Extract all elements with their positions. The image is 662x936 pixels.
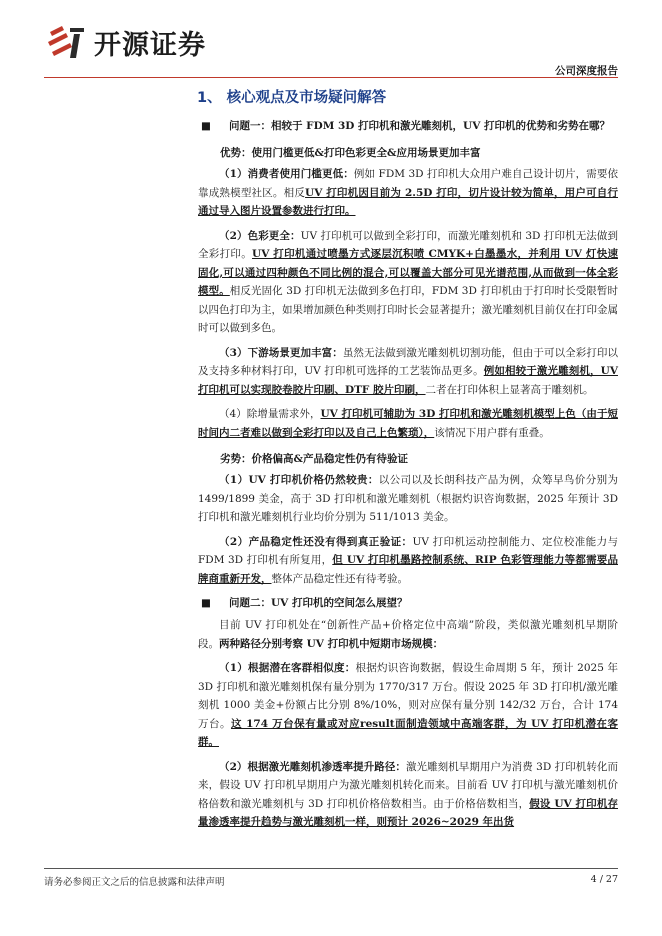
paragraph-adv-1 [198, 165, 618, 221]
paragraph-emphasis: 这 174 万台保有量或对应result面制造领域中高端客群，为 UV 打印机潜在客群。 [198, 717, 618, 748]
paragraph-lead: （1）根据潜在客群相似度： [219, 662, 356, 674]
paragraph-lead: （2）产品稳定性还没有得到真正验证： [219, 535, 413, 548]
kaiyuan-logo-icon [44, 22, 90, 62]
paragraph-lead: （1）消费者使用门槛更低： [219, 168, 354, 180]
page-number: 4 / 27 [590, 874, 618, 885]
question-one [198, 117, 618, 136]
footer-divider [44, 868, 618, 869]
paragraph-body: 该情况下用户群有重叠。 [434, 426, 550, 439]
footer-disclaimer: 请务必参阅正文之后的信息披露和法律声明 [44, 877, 225, 888]
paragraph-lead: （1）UV 打印机价格仍然较贵： [219, 474, 379, 486]
question-two-text: 问题二：UV 打印机的空间怎么展望？ [229, 597, 408, 609]
paragraph-body: 二者在打印体积上显著高于雕刻机。 [425, 383, 594, 396]
section-title: 1、 核心观点及市场疑问解答 [197, 90, 387, 106]
paragraph-adv-3 [198, 344, 618, 400]
paragraph-q2-2 [198, 758, 618, 832]
paragraph-body: 根据灼识咨询数据，假设生命周期 5 年，预计 2025 年 3D 打印机和激光雕刻机保有量分别为 1770/317 万台。假设 2025 年 3D 打印机/激光雕刻机 1000 美金+份额占比分别 8%/10%，则对应保有量分别 142/32 万台，合计 174 万台。 [198, 662, 618, 730]
paragraph-emphasis: 假设 UV 打印机存量渗透率提升趋势与激光雕刻机一样，则预计 2026~2029 年出货 [198, 797, 618, 828]
paragraph-body: 整体产品稳定性还有待考验。 [271, 572, 408, 585]
paragraph-lead: 两种路径分别考察 UV 打印机中短期市场规模： [219, 637, 444, 650]
paragraph-body: 目前 UV 打印机处在“创新性产品+价格定位中高端”阶段，类似激光雕刻机早期阶段。 [198, 619, 618, 650]
company-logo [44, 22, 206, 62]
paragraph-emphasis: 例如相较于激光雕刻机，UV 打印机可以实现胶卷胶片印刷、DTF 胶片印刷， [198, 365, 618, 396]
paragraph-lead: （2）色彩更全： [219, 229, 301, 242]
page-content [198, 86, 618, 832]
paragraph-emphasis: UV 打印机可辅助为 3D 打印机和激光雕刻机模型上色（由于短时间内二者难以做到全彩打印以及自己上色繁琐）， [198, 408, 618, 439]
paragraph-body: 虽然无法做到激光雕刻机切割功能，但由于可以全彩打印以及支持多种材料打印，UV 打印机可选择的工艺装饰品更多。 [198, 346, 618, 377]
paragraph-lead: （3）下游场景更加丰富： [219, 346, 343, 359]
paragraph-q2-1 [198, 659, 618, 752]
question-two [198, 594, 618, 613]
paragraph-dis-2 [198, 533, 618, 589]
disadvantages-heading: 劣势：价格偏高&产品稳定性仍有待验证 [220, 453, 408, 465]
square-bullet-icon: ■ [201, 597, 211, 609]
header-divider [44, 77, 618, 78]
paragraph-q2-intro [198, 616, 618, 653]
paragraph-body: 以公司以及长朗科技产品为例，众筹早鸟价分别为 1499/1899 美金，高于 3D 打印机和激光雕刻机（根据灼识咨询数据，2025 年预计 3D 打印机和激光雕刻机行业均价分别为 511/1013 美金。 [198, 474, 619, 523]
paragraph-body: UV 打印机运动控制能力、定位校准能力与 FDM 3D 打印机有所复用， [198, 535, 618, 566]
paragraph-emphasis: 但 UV 打印机墨路控制系统、RIP 色彩管理能力等都需要品牌商重新开发， [198, 554, 618, 585]
company-name: 开源证券 [94, 29, 206, 61]
advantages-heading: 优势：使用门槛更低&打印色彩更全&应用场景更加丰富 [220, 147, 481, 159]
paragraph-emphasis: UV 打印机通过喷墨方式逐层沉积喷 CMYK+白墨墨水，并利用 UV 灯快速固化,可以通过四种颜色不同比例的混合,可以覆盖大部分可见光谱范围,从而做到一体全彩模型。 [198, 248, 618, 297]
paragraph-adv-2 [198, 227, 618, 338]
paragraph-body: 例如 FDM 3D 打印机大众用户难自己设计切片，需要依靠成熟模型社区。相反 [198, 168, 618, 199]
paragraph-body: 激光雕刻机早期用户为消费 3D 打印机转化而来，假设 UV 打印机早期用户为激光雕刻机转化而来。目前看 UV 打印机与激光雕刻机价格倍数和激光雕刻机与 3D 打印机价格倍数相当。由于价格倍数相当， [198, 760, 618, 810]
square-bullet-icon: ■ [201, 120, 211, 132]
paragraph-emphasis: UV 打印机因目前为 2.5D 打印，切片设计较为简单，用户可自行通过导入图片设置参数进行打印。 [198, 186, 618, 217]
report-type: 公司深度报告 [555, 65, 618, 77]
paragraph-body: 相反光固化 3D 打印机无法做到多色打印，FDM 3D 打印机由于打印时长受限暂时以四色打印为主，如果增加颜色种类则打印时长会显著提升；激光雕刻机目前仅在打印金属时可以做到多色。 [198, 285, 618, 334]
paragraph-lead: （4）除增量需求外， [219, 408, 321, 420]
paragraph-body: UV 打印机可以做到全彩打印，而激光雕刻机和 3D 打印机无法做到全彩打印。 [198, 229, 618, 260]
paragraph-lead: （2）根据激光雕刻机渗透率提升路径： [219, 760, 406, 773]
paragraph-dis-1 [198, 471, 618, 527]
paragraph-adv-4 [198, 405, 618, 442]
question-one-text: 问题一：相较于 FDM 3D 打印机和激光雕刻机，UV 打印机的优势和劣势在哪？ [229, 120, 611, 132]
